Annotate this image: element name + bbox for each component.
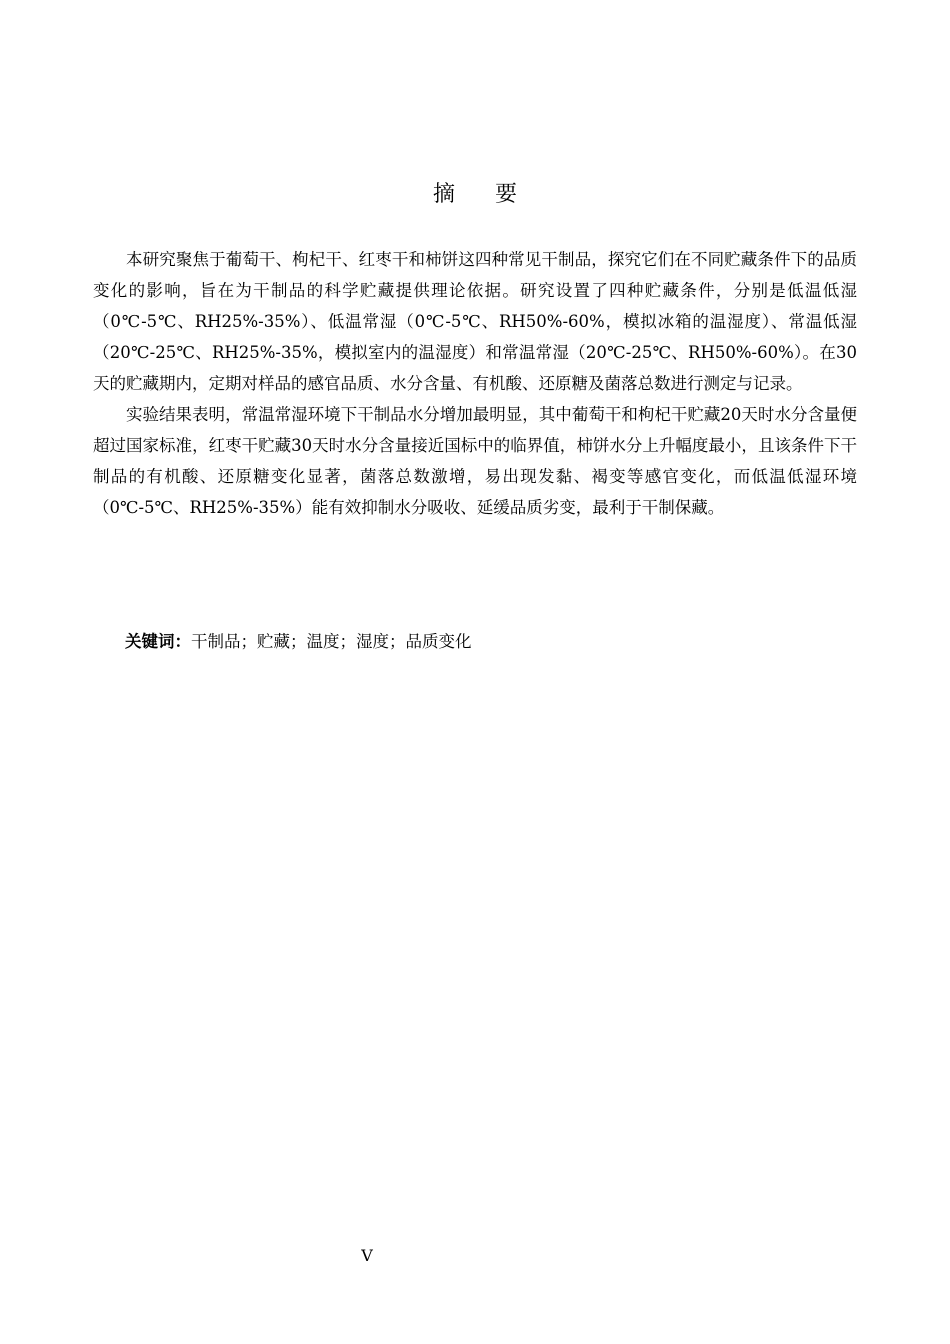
keywords-list: 干制品；贮藏；温度；湿度；品质变化	[191, 632, 472, 651]
abstract-paragraph-1: 本研究聚焦于葡萄干、枸杞干、红枣干和柿饼这四种常见干制品，探究它们在不同贮藏条件下的品质变化的影响，旨在为干制品的科学贮藏提供理论依据。研究设置了四种贮藏条件，分别是低温低湿（0℃-5℃、RH25%-35%）、低温常湿（0℃-5℃、RH50%-60%，模拟冰箱的温湿度）、常温低湿（20℃-25℃、RH25%-35%，模拟室内的温湿度）和常温常湿（20℃-25℃、RH50%-60%）。在30天的贮藏期内，定期对样品的感官品质、水分含量、有机酸、还原糖及菌落总数进行测定与记录。	[93, 250, 857, 393]
abstract-paragraph-2: 实验结果表明，常温常湿环境下干制品水分增加最明显，其中葡萄干和枸杞干贮藏20天时水分含量便超过国家标准，红枣干贮藏30天时水分含量接近国标中的临界值，柿饼水分上升幅度最小，且该条件下干制品的有机酸、还原糖变化显著，菌落总数激增，易出现发黏、褐变等感官变化，而低温低湿环境（0℃-5℃、RH25%-35%）能有效抑制水分吸收、延缓品质劣变，最利于干制保藏。	[93, 405, 857, 517]
keywords-line	[125, 627, 857, 657]
page-number: V	[361, 1246, 373, 1265]
keywords-label: 关键词：	[125, 632, 191, 651]
abstract-title: 摘要	[432, 182, 557, 207]
abstract-body	[93, 244, 857, 523]
